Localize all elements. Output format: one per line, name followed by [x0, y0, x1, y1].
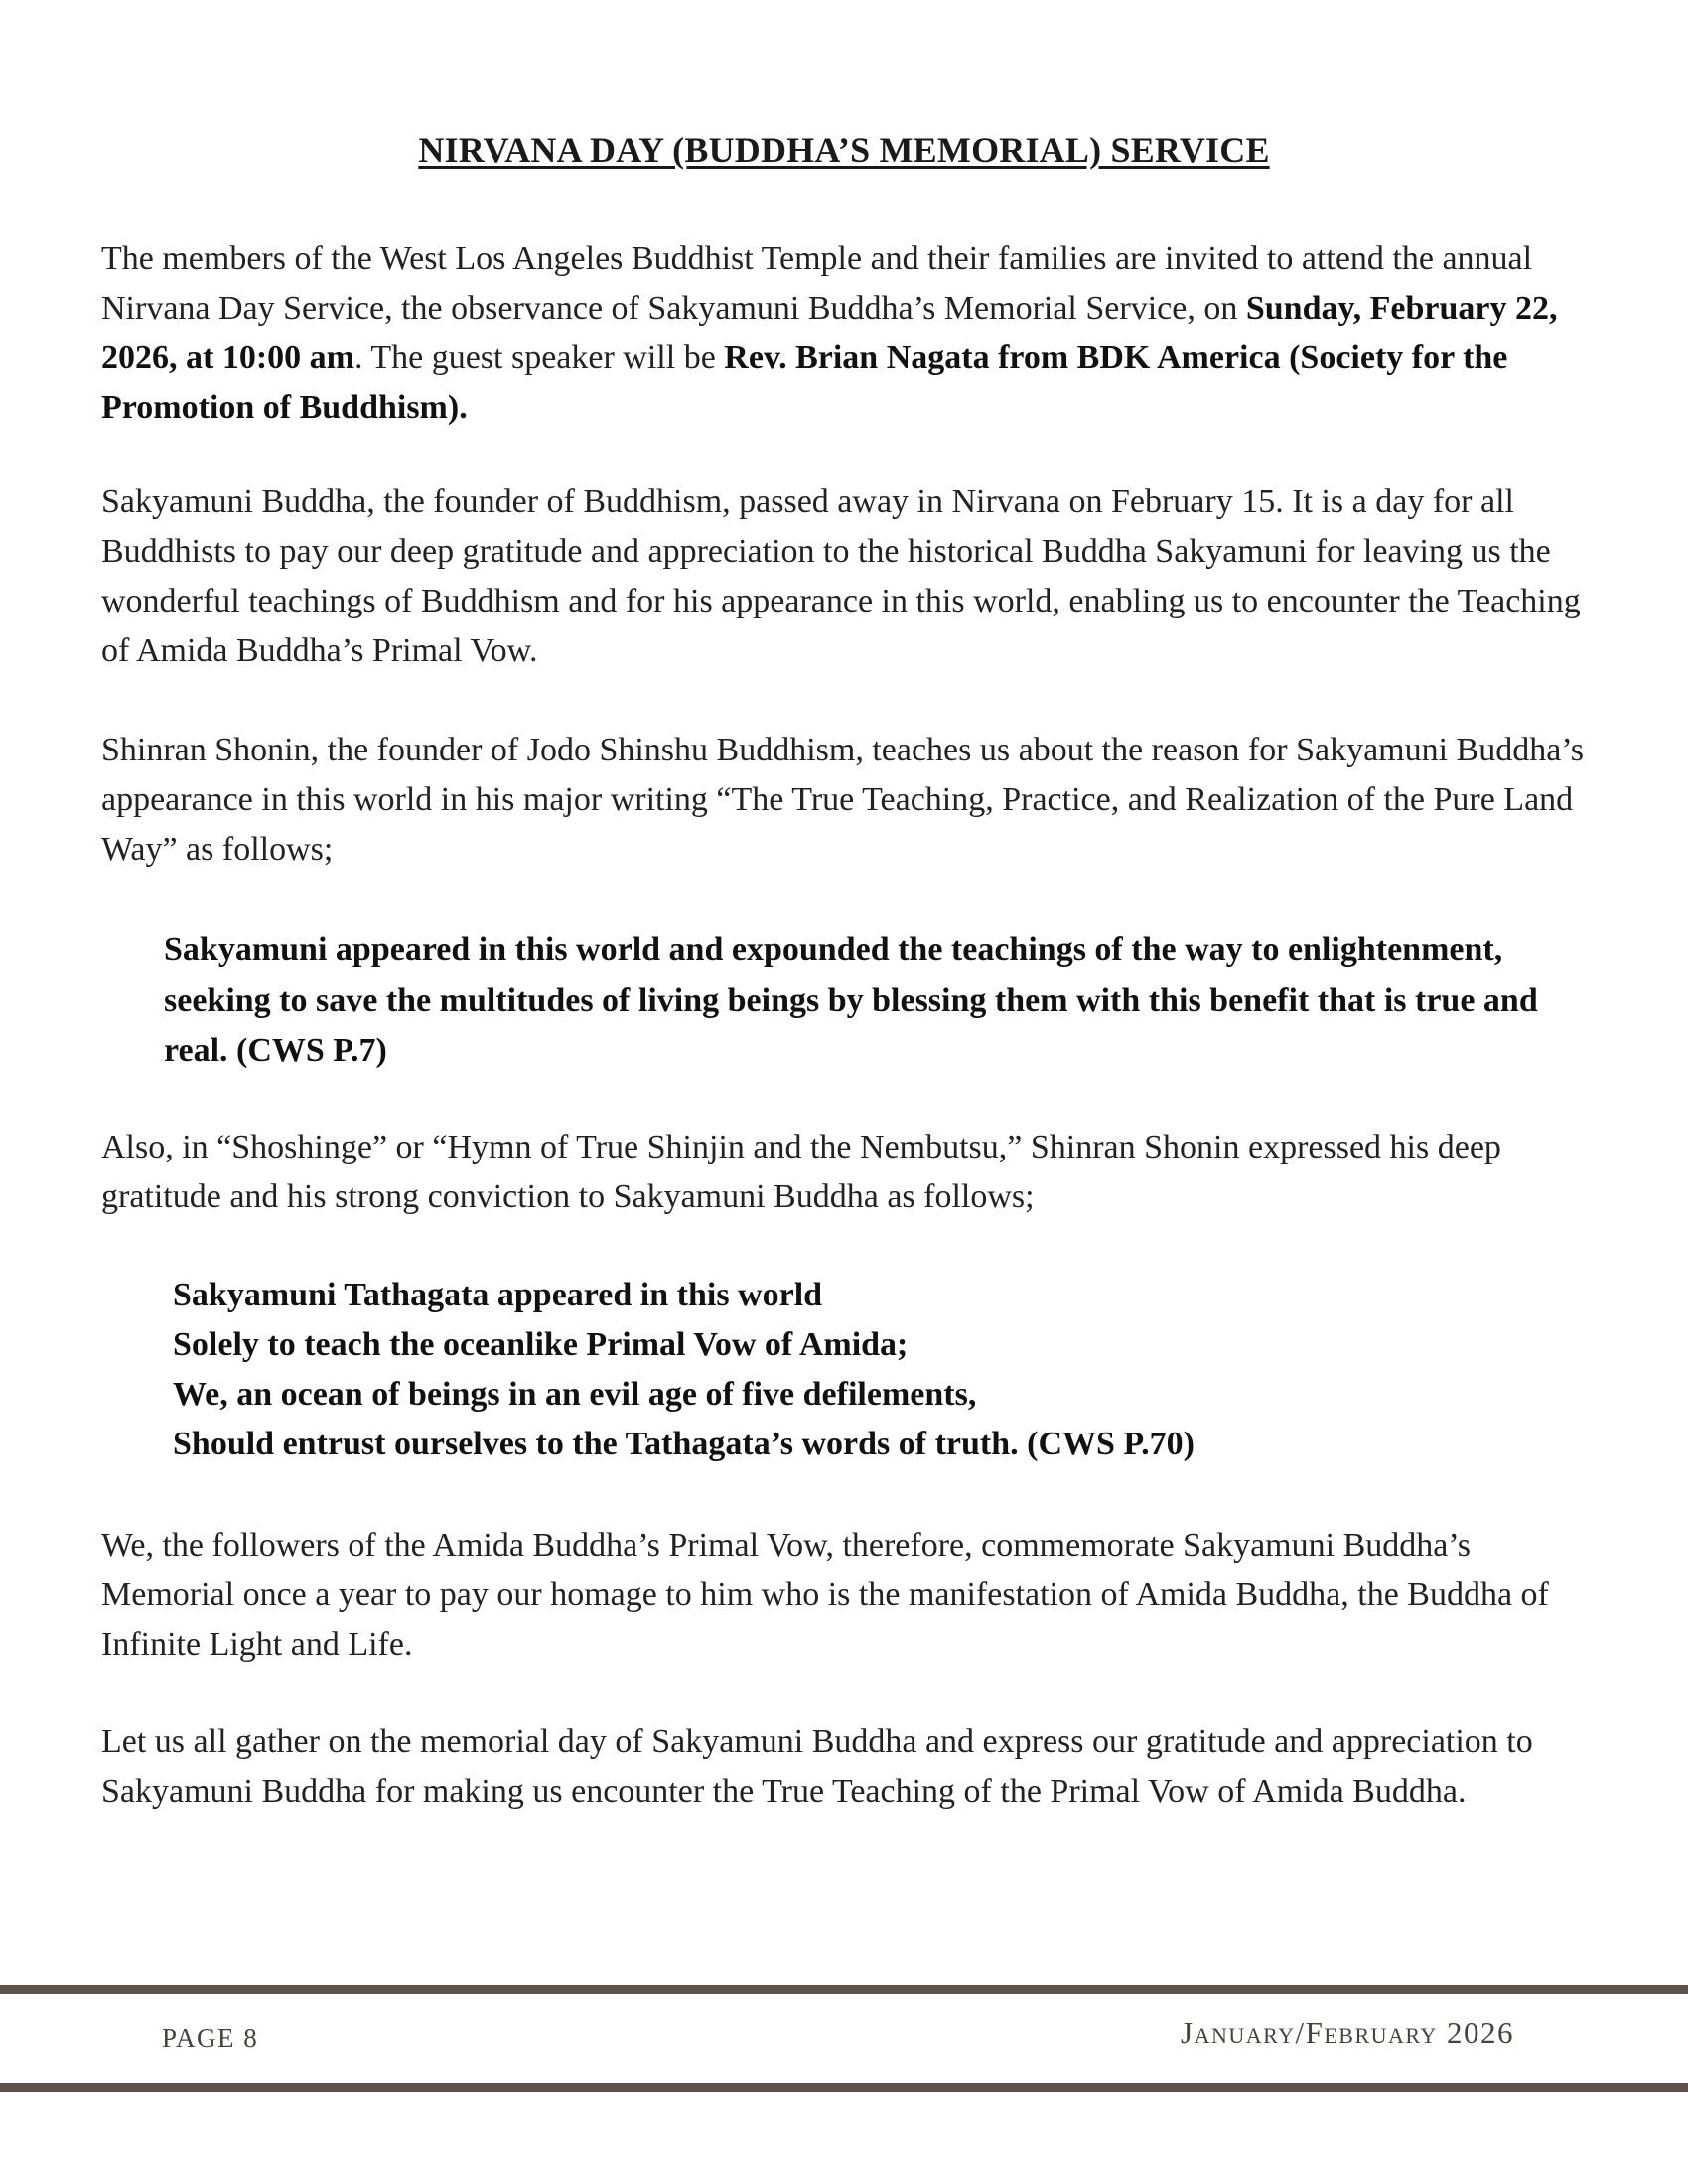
intro-paragraph — [101, 234, 1591, 433]
cws-quote: Sakyamuni appeared in this world and expounded the teachings of the way to enlightenment, seeking to save the multitudes of living beings by blessing them with this benefit that is true and real. (CWS P.7) — [164, 931, 1538, 1069]
verse-line: Should entrust ourselves to the Tathagata’s words of truth. (CWS P.70) — [173, 1426, 1195, 1462]
shoshinge-paragraph: Also, in “Shoshinge” or “Hymn of True Shinjin and the Nembutsu,” Shinran Shonin expressed his deep gratitude and his strong conviction to Sakyamuni Buddha as follows; — [101, 1129, 1501, 1215]
footer-top-rule — [0, 1985, 1688, 1994]
service-date: Sunday, February 22, 2026, at 10:00 am — [101, 290, 1558, 376]
shinran-paragraph: Shinran Shonin, the founder of Jodo Shinshu Buddhism, teaches us about the reason for Sakyamuni Buddha’s appearance in this world in his major writing “The True Teaching, Practice, and Realization of the Pure Land Way” as follows; — [101, 732, 1584, 868]
page-title: NIRVANA DAY (BUDDHA’S MEMORIAL) SERVICE — [418, 130, 1270, 170]
commemorate-paragraph: We, the followers of the Amida Buddha’s Primal Vow, therefore, commemorate Sakyamuni Buddha’s Memorial once a year to pay our homage to him who is the manifestation of Amida Buddha, the Buddha of Infinite Light and Life. — [101, 1527, 1549, 1663]
nirvana-paragraph: Sakyamuni Buddha, the founder of Buddhism, passed away in Nirvana on February 15. It is a day for all Buddhists to pay our deep gratitude and appreciation to the historical Buddha Sakyamuni for leaving us the wonderful teachings of Buddhism and for his appearance in this world, enabling us to encounter the Teaching of Amida Buddha’s Primal Vow. — [101, 483, 1581, 669]
verse-line: Solely to teach the oceanlike Primal Vow of Amida; — [173, 1326, 909, 1363]
guest-speaker: Rev. Brian Nagata from BDK America (Society for the Promotion of Buddhism). — [101, 340, 1508, 426]
issue-date: January/February 2026 — [1181, 2015, 1514, 2050]
gather-paragraph: Let us all gather on the memorial day of Sakyamuni Buddha and express our gratitude and appreciation to Sakyamuni Buddha for making us encounter the True Teaching of the Primal Vow of Amida Buddha. — [101, 1723, 1533, 1810]
footer-bottom-rule — [0, 2083, 1688, 2092]
intro-text-a: The members of the West Los Angeles Buddhist Temple and their families are invited to attend the annual Nirvana Day Service, the observance of Sakyamuni Buddha’s Memorial Service, on — [101, 240, 1533, 327]
verse-line: Sakyamuni Tathagata appeared in this world — [173, 1277, 823, 1313]
intro-text-c: . The guest speaker will be — [353, 340, 725, 376]
shoshinge-verse — [173, 1271, 1563, 1469]
page-number: PAGE 8 — [162, 2023, 259, 2053]
verse-line: We, an ocean of beings in an evil age of five defilements, — [173, 1376, 977, 1413]
